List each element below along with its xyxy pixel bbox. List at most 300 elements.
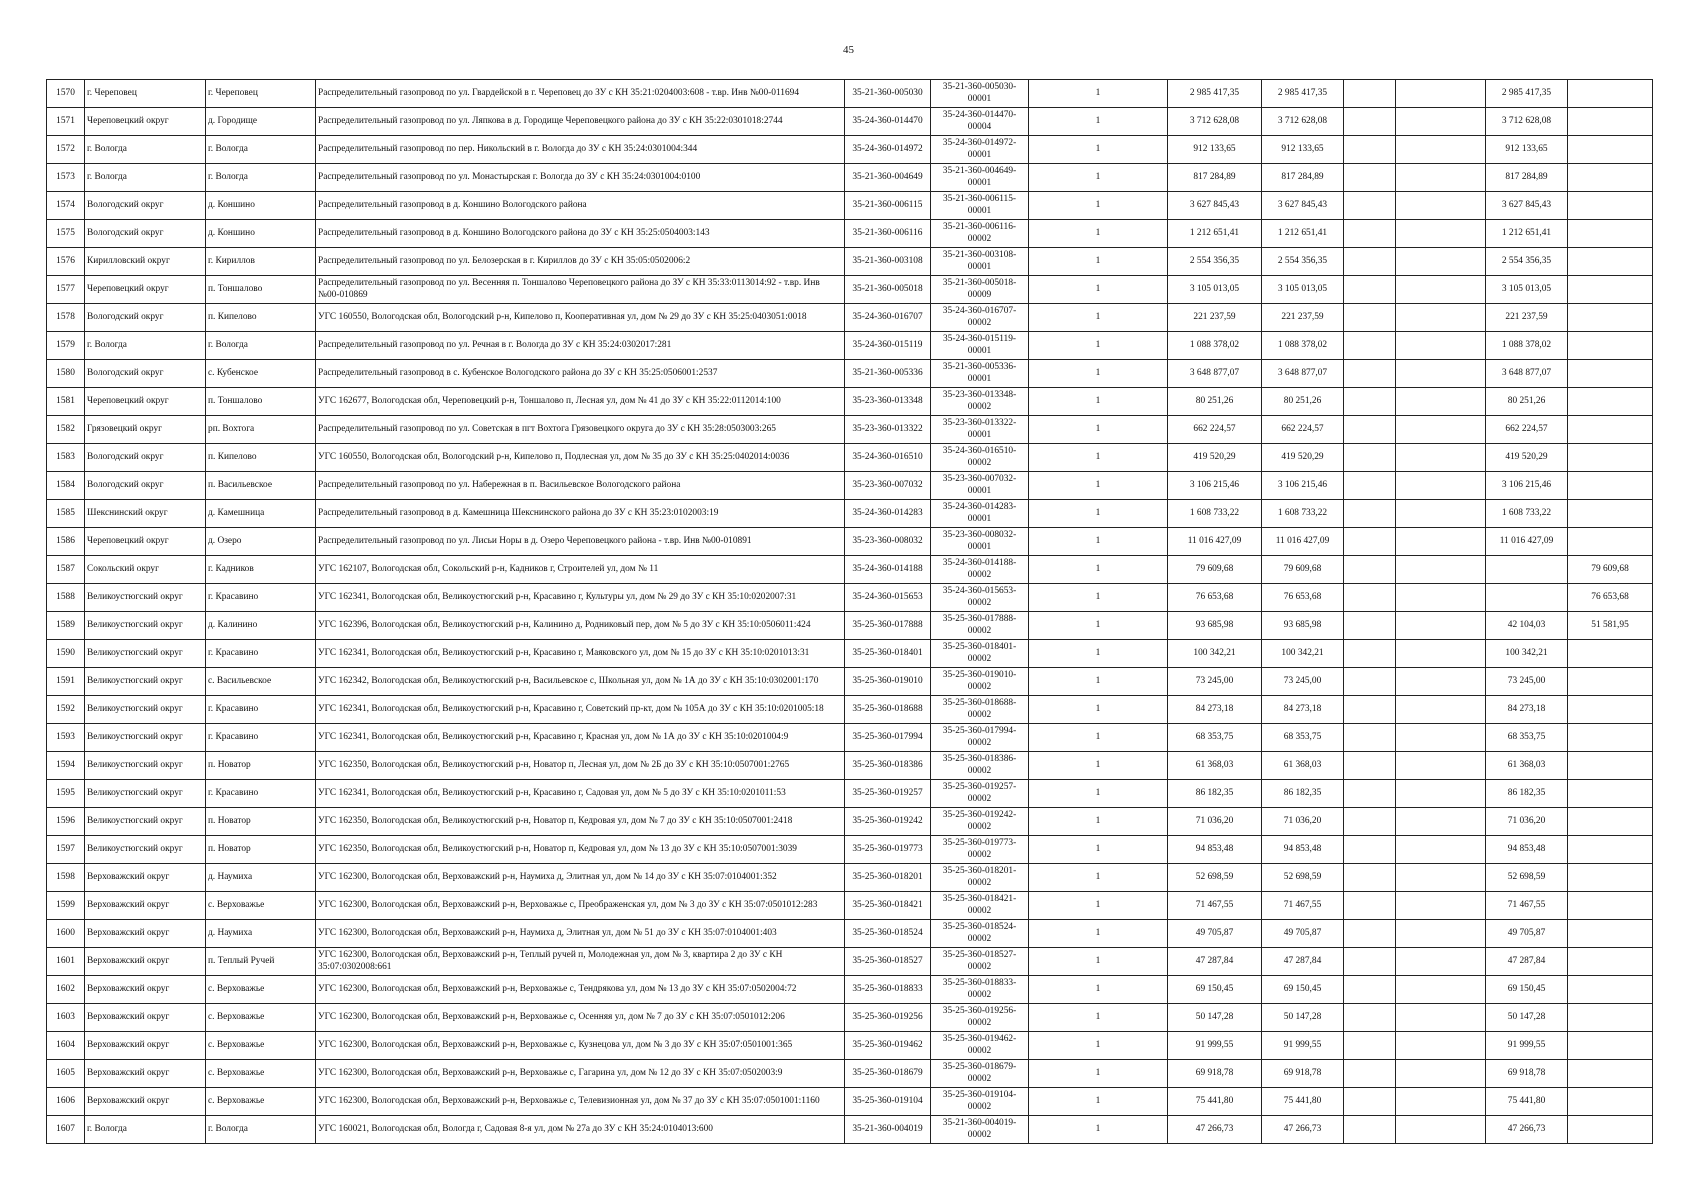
row-number-cell: 1577 (47, 276, 85, 304)
object-name-cell: Распределительный газопровод по ул. Лисьи Норы в д. Озеро Череповецкого района - т.вр. Инв №00-010891 (316, 528, 845, 556)
quantity-cell: 1 (1029, 752, 1168, 780)
inventory-code-cell: 35-21-360-003108 (845, 248, 931, 276)
table-row (47, 80, 1653, 108)
empty-cell (1344, 136, 1396, 164)
inventory-code-cell: 35-24-360-016707 (845, 304, 931, 332)
quantity-cell: 1 (1029, 276, 1168, 304)
cost-cell: 221 237,59 (1168, 304, 1262, 332)
object-name-cell: УГС 162300, Вологодская обл, Верховажский р-н, Верховажье с, Тендрякова ул, дом № 13 до ЗУ с КН 35:07:0502004:72 (316, 976, 845, 1004)
cost-cell: 3 648 877,07 (1168, 360, 1262, 388)
district-cell: Великоустюгский округ (85, 836, 206, 864)
quantity-cell: 1 (1029, 416, 1168, 444)
quantity-cell: 1 (1029, 1004, 1168, 1032)
cost-cell: 1 212 651,41 (1168, 220, 1262, 248)
inventory-code-cell: 35-25-360-018688 (845, 696, 931, 724)
row-number-cell: 1592 (47, 696, 85, 724)
empty-cell (1396, 164, 1486, 192)
object-code-cell: 35-25-360-019010-00002 (931, 668, 1029, 696)
district-cell: Верховажский округ (85, 1004, 206, 1032)
settlement-cell: п. Кипелово (206, 444, 316, 472)
empty-cell (1396, 640, 1486, 668)
object-code-cell: 35-24-360-015119-00001 (931, 332, 1029, 360)
balance-cost-cell: 221 237,59 (1262, 304, 1344, 332)
row-number-cell: 1579 (47, 332, 85, 360)
object-name-cell: УГС 162342, Вологодская обл, Великоустюгский р-н, Васильевское с, Школьная ул, дом № 1А до ЗУ с КН 35:10:0302001:170 (316, 668, 845, 696)
quantity-cell: 1 (1029, 332, 1168, 360)
table-row (47, 976, 1653, 1004)
quantity-cell: 1 (1029, 388, 1168, 416)
table-row (47, 332, 1653, 360)
cost-cell: 2 985 417,35 (1168, 80, 1262, 108)
empty-cell (1396, 136, 1486, 164)
empty-cell (1396, 948, 1486, 976)
empty-cell (1396, 1060, 1486, 1088)
balance-cost-cell: 100 342,21 (1262, 640, 1344, 668)
inventory-code-cell: 35-23-360-008032 (845, 528, 931, 556)
table-row (47, 416, 1653, 444)
table-row (47, 248, 1653, 276)
value-cell: 817 284,89 (1486, 164, 1568, 192)
inventory-code-cell: 35-25-360-019104 (845, 1088, 931, 1116)
settlement-cell: г. Кириллов (206, 248, 316, 276)
empty-cell (1396, 556, 1486, 584)
extra-value-cell: 76 653,68 (1568, 584, 1653, 612)
table-row (47, 136, 1653, 164)
district-cell: Великоустюгский округ (85, 752, 206, 780)
object-code-cell: 35-25-360-017888-00002 (931, 612, 1029, 640)
settlement-cell: г. Череповец (206, 80, 316, 108)
balance-cost-cell: 3 106 215,46 (1262, 472, 1344, 500)
value-cell: 73 245,00 (1486, 668, 1568, 696)
extra-value-cell (1568, 528, 1653, 556)
district-cell: Верховажский округ (85, 1032, 206, 1060)
extra-value-cell (1568, 752, 1653, 780)
extra-value-cell (1568, 948, 1653, 976)
balance-cost-cell: 68 353,75 (1262, 724, 1344, 752)
extra-value-cell: 51 581,95 (1568, 612, 1653, 640)
extra-value-cell (1568, 920, 1653, 948)
inventory-code-cell: 35-23-360-013322 (845, 416, 931, 444)
cost-cell: 3 105 013,05 (1168, 276, 1262, 304)
settlement-cell: д. Наумиха (206, 864, 316, 892)
empty-cell (1344, 696, 1396, 724)
row-number-cell: 1583 (47, 444, 85, 472)
object-name-cell: Распределительный газопровод по пер. Никольский в г. Вологда до ЗУ с КН 35:24:0301004:344 (316, 136, 845, 164)
extra-value-cell (1568, 164, 1653, 192)
quantity-cell: 1 (1029, 948, 1168, 976)
value-cell: 69 150,45 (1486, 976, 1568, 1004)
table-row (47, 1032, 1653, 1060)
value-cell: 912 133,65 (1486, 136, 1568, 164)
cost-cell: 1 608 733,22 (1168, 500, 1262, 528)
inventory-code-cell: 35-21-360-005336 (845, 360, 931, 388)
object-name-cell: УГС 162300, Вологодская обл, Верховажский р-н, Теплый ручей п, Молодежная ул, дом № 3, квартира 2 до ЗУ с КН 35:07:0302008:661 (316, 948, 845, 976)
inventory-code-cell: 35-25-360-019773 (845, 836, 931, 864)
extra-value-cell (1568, 304, 1653, 332)
cost-cell: 662 224,57 (1168, 416, 1262, 444)
inventory-code-cell: 35-25-360-018201 (845, 864, 931, 892)
empty-cell (1396, 808, 1486, 836)
settlement-cell: п. Новатор (206, 836, 316, 864)
value-cell: 1 212 651,41 (1486, 220, 1568, 248)
balance-cost-cell: 3 712 628,08 (1262, 108, 1344, 136)
quantity-cell: 1 (1029, 528, 1168, 556)
value-cell: 71 467,55 (1486, 892, 1568, 920)
table-row (47, 864, 1653, 892)
row-number-cell: 1574 (47, 192, 85, 220)
object-name-cell: УГС 162350, Вологодская обл, Великоустюгский р-н, Новатор п, Кедровая ул, дом № 7 до ЗУ с КН 35:10:0507001:2418 (316, 808, 845, 836)
cost-cell: 94 853,48 (1168, 836, 1262, 864)
table-row (47, 1088, 1653, 1116)
balance-cost-cell: 11 016 427,09 (1262, 528, 1344, 556)
district-cell: г. Вологда (85, 164, 206, 192)
object-code-cell: 35-23-360-013348-00002 (931, 388, 1029, 416)
quantity-cell: 1 (1029, 584, 1168, 612)
empty-cell (1344, 472, 1396, 500)
empty-cell (1344, 220, 1396, 248)
row-number-cell: 1573 (47, 164, 85, 192)
empty-cell (1344, 1060, 1396, 1088)
empty-cell (1344, 640, 1396, 668)
balance-cost-cell: 61 368,03 (1262, 752, 1344, 780)
inventory-code-cell: 35-21-360-006116 (845, 220, 931, 248)
inventory-code-cell: 35-25-360-017888 (845, 612, 931, 640)
district-cell: Великоустюгский округ (85, 808, 206, 836)
cost-cell: 47 266,73 (1168, 1116, 1262, 1144)
settlement-cell: г. Кадников (206, 556, 316, 584)
cost-cell: 419 520,29 (1168, 444, 1262, 472)
empty-cell (1344, 612, 1396, 640)
object-code-cell: 35-24-360-014470-00004 (931, 108, 1029, 136)
extra-value-cell (1568, 696, 1653, 724)
object-name-cell: УГС 162341, Вологодская обл, Великоустюгский р-н, Красавино г, Культуры ул, дом № 29 до ЗУ с КН 35:10:0202007:31 (316, 584, 845, 612)
extra-value-cell (1568, 892, 1653, 920)
object-code-cell: 35-25-360-018201-00002 (931, 864, 1029, 892)
row-number-cell: 1596 (47, 808, 85, 836)
object-name-cell: УГС 162300, Вологодская обл, Верховажский р-н, Наумиха д, Элитная ул, дом № 51 до ЗУ с КН 35:07:0104001:403 (316, 920, 845, 948)
row-number-cell: 1585 (47, 500, 85, 528)
table-row (47, 892, 1653, 920)
inventory-code-cell: 35-23-360-007032 (845, 472, 931, 500)
object-name-cell: Распределительный газопровод по ул. Советская в пгт Вохтога Грязовецкого округа до ЗУ с КН 35:28:0503003:265 (316, 416, 845, 444)
value-cell (1486, 556, 1568, 584)
object-code-cell: 35-23-360-013322-00001 (931, 416, 1029, 444)
settlement-cell: д. Коншино (206, 192, 316, 220)
cost-cell: 912 133,65 (1168, 136, 1262, 164)
cost-cell: 73 245,00 (1168, 668, 1262, 696)
page-number: 45 (843, 44, 854, 56)
empty-cell (1396, 528, 1486, 556)
settlement-cell: д. Озеро (206, 528, 316, 556)
value-cell: 91 999,55 (1486, 1032, 1568, 1060)
district-cell: Череповецкий округ (85, 276, 206, 304)
district-cell: г. Вологда (85, 1116, 206, 1144)
quantity-cell: 1 (1029, 108, 1168, 136)
cost-cell: 11 016 427,09 (1168, 528, 1262, 556)
extra-value-cell (1568, 1088, 1653, 1116)
extra-value-cell (1568, 1060, 1653, 1088)
object-name-cell: УГС 162300, Вологодская обл, Верховажский р-н, Верховажье с, Осенняя ул, дом № 7 до ЗУ с КН 35:07:0501012:206 (316, 1004, 845, 1032)
extra-value-cell (1568, 444, 1653, 472)
cost-cell: 80 251,26 (1168, 388, 1262, 416)
value-cell: 2 985 417,35 (1486, 80, 1568, 108)
object-name-cell: УГС 162396, Вологодская обл, Великоустюгский р-н, Калинино д, Родниковый пер, дом № 5 до ЗУ с КН 35:10:0506011:424 (316, 612, 845, 640)
object-code-cell: 35-24-360-016510-00002 (931, 444, 1029, 472)
object-code-cell: 35-21-360-004649-00001 (931, 164, 1029, 192)
balance-cost-cell: 419 520,29 (1262, 444, 1344, 472)
empty-cell (1396, 864, 1486, 892)
empty-cell (1344, 668, 1396, 696)
object-code-cell: 35-24-360-014972-00001 (931, 136, 1029, 164)
row-number-cell: 1604 (47, 1032, 85, 1060)
empty-cell (1344, 1088, 1396, 1116)
value-cell: 221 237,59 (1486, 304, 1568, 332)
cost-cell: 2 554 356,35 (1168, 248, 1262, 276)
settlement-cell: д. Наумиха (206, 920, 316, 948)
settlement-cell: д. Камешница (206, 500, 316, 528)
row-number-cell: 1581 (47, 388, 85, 416)
quantity-cell: 1 (1029, 500, 1168, 528)
extra-value-cell (1568, 724, 1653, 752)
settlement-cell: д. Калинино (206, 612, 316, 640)
table-row (47, 388, 1653, 416)
quantity-cell: 1 (1029, 808, 1168, 836)
district-cell: г. Вологда (85, 136, 206, 164)
empty-cell (1396, 780, 1486, 808)
balance-cost-cell: 91 999,55 (1262, 1032, 1344, 1060)
value-cell: 69 918,78 (1486, 1060, 1568, 1088)
quantity-cell: 1 (1029, 1060, 1168, 1088)
object-code-cell: 35-23-360-007032-00001 (931, 472, 1029, 500)
extra-value-cell (1568, 220, 1653, 248)
row-number-cell: 1601 (47, 948, 85, 976)
extra-value-cell (1568, 276, 1653, 304)
empty-cell (1396, 584, 1486, 612)
balance-cost-cell: 1 608 733,22 (1262, 500, 1344, 528)
row-number-cell: 1576 (47, 248, 85, 276)
quantity-cell: 1 (1029, 976, 1168, 1004)
cost-cell: 49 705,87 (1168, 920, 1262, 948)
empty-cell (1396, 472, 1486, 500)
balance-cost-cell: 47 266,73 (1262, 1116, 1344, 1144)
row-number-cell: 1600 (47, 920, 85, 948)
settlement-cell: г. Вологда (206, 164, 316, 192)
object-code-cell: 35-25-360-019104-00002 (931, 1088, 1029, 1116)
balance-cost-cell: 76 653,68 (1262, 584, 1344, 612)
row-number-cell: 1584 (47, 472, 85, 500)
table-row (47, 1004, 1653, 1032)
empty-cell (1396, 1032, 1486, 1060)
empty-cell (1344, 164, 1396, 192)
extra-value-cell (1568, 360, 1653, 388)
cost-cell: 91 999,55 (1168, 1032, 1262, 1060)
object-code-cell: 35-25-360-018527-00002 (931, 948, 1029, 976)
extra-value-cell (1568, 472, 1653, 500)
extra-value-cell (1568, 1116, 1653, 1144)
object-code-cell: 35-21-360-004019-00002 (931, 1116, 1029, 1144)
inventory-code-cell: 35-25-360-019242 (845, 808, 931, 836)
table-row (47, 948, 1653, 976)
empty-cell (1344, 584, 1396, 612)
settlement-cell: г. Красавино (206, 780, 316, 808)
district-cell: Вологодский округ (85, 192, 206, 220)
inventory-code-cell: 35-24-360-014283 (845, 500, 931, 528)
object-name-cell: УГС 160550, Вологодская обл, Вологодский р-н, Кипелово п, Подлесная ул, дом № 35 до ЗУ с КН 35:25:0402014:0036 (316, 444, 845, 472)
object-code-cell: 35-25-360-018679-00002 (931, 1060, 1029, 1088)
balance-cost-cell: 1 212 651,41 (1262, 220, 1344, 248)
value-cell (1486, 584, 1568, 612)
empty-cell (1344, 360, 1396, 388)
table-row (47, 920, 1653, 948)
quantity-cell: 1 (1029, 864, 1168, 892)
empty-cell (1396, 920, 1486, 948)
row-number-cell: 1578 (47, 304, 85, 332)
cost-cell: 86 182,35 (1168, 780, 1262, 808)
balance-cost-cell: 71 036,20 (1262, 808, 1344, 836)
object-code-cell: 35-21-360-005018-00009 (931, 276, 1029, 304)
extra-value-cell (1568, 976, 1653, 1004)
row-number-cell: 1580 (47, 360, 85, 388)
settlement-cell: п. Новатор (206, 808, 316, 836)
balance-cost-cell: 69 918,78 (1262, 1060, 1344, 1088)
extra-value-cell (1568, 780, 1653, 808)
balance-cost-cell: 662 224,57 (1262, 416, 1344, 444)
settlement-cell: г. Вологда (206, 136, 316, 164)
balance-cost-cell: 912 133,65 (1262, 136, 1344, 164)
inventory-code-cell: 35-25-360-018527 (845, 948, 931, 976)
extra-value-cell (1568, 416, 1653, 444)
inventory-code-cell: 35-24-360-014470 (845, 108, 931, 136)
quantity-cell: 1 (1029, 780, 1168, 808)
district-cell: Шекснинский округ (85, 500, 206, 528)
settlement-cell: с. Верховажье (206, 1004, 316, 1032)
object-code-cell: 35-25-360-019242-00002 (931, 808, 1029, 836)
row-number-cell: 1571 (47, 108, 85, 136)
cost-cell: 71 036,20 (1168, 808, 1262, 836)
district-cell: Череповецкий округ (85, 108, 206, 136)
value-cell: 68 353,75 (1486, 724, 1568, 752)
empty-cell (1396, 668, 1486, 696)
quantity-cell: 1 (1029, 304, 1168, 332)
object-code-cell: 35-25-360-019462-00002 (931, 1032, 1029, 1060)
settlement-cell: с. Верховажье (206, 892, 316, 920)
empty-cell (1344, 864, 1396, 892)
table-row (47, 528, 1653, 556)
settlement-cell: г. Красавино (206, 696, 316, 724)
table-row (47, 752, 1653, 780)
value-cell: 80 251,26 (1486, 388, 1568, 416)
row-number-cell: 1587 (47, 556, 85, 584)
extra-value-cell (1568, 1032, 1653, 1060)
value-cell: 47 266,73 (1486, 1116, 1568, 1144)
object-name-cell: Распределительный газопровод в д. Камешница Шекснинского района до ЗУ с КН 35:23:0102003:19 (316, 500, 845, 528)
empty-cell (1344, 556, 1396, 584)
cost-cell: 817 284,89 (1168, 164, 1262, 192)
table-row (47, 164, 1653, 192)
empty-cell (1344, 780, 1396, 808)
object-code-cell: 35-23-360-008032-00001 (931, 528, 1029, 556)
quantity-cell: 1 (1029, 220, 1168, 248)
row-number-cell: 1593 (47, 724, 85, 752)
inventory-code-cell: 35-21-360-005018 (845, 276, 931, 304)
district-cell: Верховажский округ (85, 892, 206, 920)
value-cell: 3 712 628,08 (1486, 108, 1568, 136)
settlement-cell: п. Новатор (206, 752, 316, 780)
registry-body (47, 80, 1653, 1144)
value-cell: 86 182,35 (1486, 780, 1568, 808)
object-name-cell: Распределительный газопровод в д. Коншино Вологодского района до ЗУ с КН 35:25:0504003:143 (316, 220, 845, 248)
settlement-cell: с. Верховажье (206, 1032, 316, 1060)
object-name-cell: Распределительный газопровод по ул. Ляпкова в д. Городище Череповецкого района до ЗУ с КН 35:22:0301018:2744 (316, 108, 845, 136)
empty-cell (1396, 1004, 1486, 1032)
empty-cell (1396, 892, 1486, 920)
object-code-cell: 35-21-360-006115-00001 (931, 192, 1029, 220)
settlement-cell: п. Тоншалово (206, 388, 316, 416)
object-code-cell: 35-25-360-018524-00002 (931, 920, 1029, 948)
inventory-code-cell: 35-21-360-006115 (845, 192, 931, 220)
inventory-code-cell: 35-21-360-004019 (845, 1116, 931, 1144)
empty-cell (1396, 1088, 1486, 1116)
quantity-cell: 1 (1029, 136, 1168, 164)
empty-cell (1396, 752, 1486, 780)
settlement-cell: с. Верховажье (206, 976, 316, 1004)
district-cell: Верховажский округ (85, 976, 206, 1004)
cost-cell: 50 147,28 (1168, 1004, 1262, 1032)
table-row (47, 220, 1653, 248)
empty-cell (1344, 388, 1396, 416)
cost-cell: 3 627 845,43 (1168, 192, 1262, 220)
value-cell: 3 106 215,46 (1486, 472, 1568, 500)
empty-cell (1396, 612, 1486, 640)
value-cell: 71 036,20 (1486, 808, 1568, 836)
row-number-cell: 1575 (47, 220, 85, 248)
value-cell: 3 627 845,43 (1486, 192, 1568, 220)
quantity-cell: 1 (1029, 248, 1168, 276)
object-code-cell: 35-25-360-018421-00002 (931, 892, 1029, 920)
table-row (47, 444, 1653, 472)
cost-cell: 69 918,78 (1168, 1060, 1262, 1088)
cost-cell: 79 609,68 (1168, 556, 1262, 584)
table-row (47, 584, 1653, 612)
empty-cell (1396, 696, 1486, 724)
table-row (47, 724, 1653, 752)
empty-cell (1344, 304, 1396, 332)
settlement-cell: п. Кипелово (206, 304, 316, 332)
value-cell: 419 520,29 (1486, 444, 1568, 472)
object-name-cell: УГС 160021, Вологодская обл, Вологда г, Садовая 8-я ул, дом № 27а до ЗУ с КН 35:24:0104013:600 (316, 1116, 845, 1144)
balance-cost-cell: 73 245,00 (1262, 668, 1344, 696)
empty-cell (1344, 724, 1396, 752)
quantity-cell: 1 (1029, 192, 1168, 220)
empty-cell (1344, 444, 1396, 472)
row-number-cell: 1602 (47, 976, 85, 1004)
quantity-cell: 1 (1029, 164, 1168, 192)
empty-cell (1344, 416, 1396, 444)
empty-cell (1396, 108, 1486, 136)
row-number-cell: 1597 (47, 836, 85, 864)
extra-value-cell (1568, 1004, 1653, 1032)
cost-cell: 100 342,21 (1168, 640, 1262, 668)
cost-cell: 61 368,03 (1168, 752, 1262, 780)
table-row (47, 1060, 1653, 1088)
table-row (47, 108, 1653, 136)
balance-cost-cell: 80 251,26 (1262, 388, 1344, 416)
empty-cell (1396, 416, 1486, 444)
settlement-cell: с. Верховажье (206, 1060, 316, 1088)
table-row (47, 808, 1653, 836)
district-cell: Кирилловский округ (85, 248, 206, 276)
object-name-cell: УГС 162300, Вологодская обл, Верховажский р-н, Верховажье с, Преображенская ул, дом № 3 до ЗУ с КН 35:07:0501012:283 (316, 892, 845, 920)
